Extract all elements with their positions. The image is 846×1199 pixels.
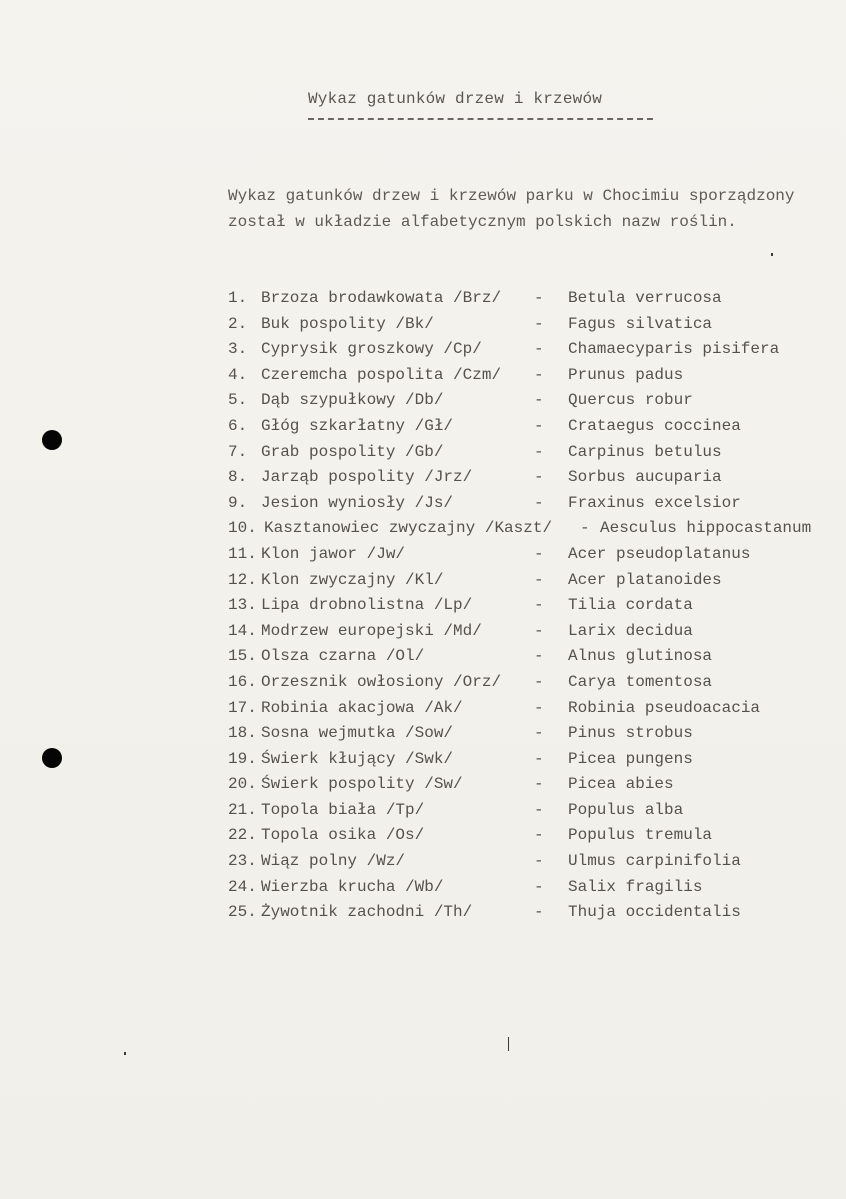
species-number: 6.	[228, 416, 248, 435]
species-latin-name: Acer platanoides	[568, 570, 722, 589]
species-polish-name: Wierzba krucha /Wb/	[261, 877, 444, 896]
species-latin-name: Acer pseudoplatanus	[568, 544, 751, 563]
species-number: 2.	[228, 314, 248, 333]
species-row	[228, 823, 828, 849]
separator-dash: -	[534, 877, 544, 896]
species-latin-name: Fraxinus excelsior	[568, 493, 741, 512]
species-latin-name: Carpinus betulus	[568, 442, 722, 461]
separator-dash: -	[534, 493, 544, 512]
species-latin-name: Populus tremula	[568, 826, 713, 845]
species-polish-name: Grab pospolity /Gb/	[261, 442, 444, 461]
separator-dash: -	[534, 826, 544, 845]
species-row	[228, 568, 828, 594]
species-latin-name: Salix fragilis	[568, 877, 703, 896]
species-number: 9.	[228, 493, 248, 512]
species-number: 10.	[228, 519, 257, 538]
species-row	[228, 286, 828, 312]
species-number: 16.	[228, 672, 257, 691]
species-latin-name: Aesculus hippocastanum	[600, 519, 812, 538]
species-latin-name: Fagus silvatica	[568, 314, 713, 333]
species-latin-name: Populus alba	[568, 800, 684, 819]
species-row	[228, 619, 828, 645]
species-polish-name: Świerk kłujący /Swk/	[261, 749, 454, 768]
species-latin-name: Tilia cordata	[568, 596, 693, 615]
separator-dash: -	[534, 289, 544, 307]
species-row	[228, 798, 828, 824]
intro-line: został w układzie alfabetycznym polskich nazw roślin.	[228, 213, 737, 231]
ink-mark	[124, 1052, 126, 1055]
separator-dash: -	[534, 672, 544, 691]
species-number: 3.	[228, 340, 248, 359]
species-row	[228, 440, 828, 466]
species-row	[228, 747, 828, 773]
species-polish-name: Klon jawor /Jw/	[261, 544, 406, 563]
species-polish-name: Wiąz polny /Wz/	[261, 852, 406, 871]
punch-hole-bottom	[42, 748, 62, 768]
species-latin-name: Prunus padus	[568, 365, 684, 384]
separator-dash: -	[534, 442, 544, 461]
species-row	[228, 312, 828, 338]
species-latin-name: Robinia pseudoacacia	[568, 698, 761, 717]
species-polish-name: Buk pospolity /Bk/	[261, 314, 434, 333]
species-polish-name: Klon zwyczajny /Kl/	[261, 570, 444, 589]
species-polish-name: Czeremcha pospolita /Czm/	[261, 365, 502, 384]
separator-dash: -	[534, 724, 544, 743]
species-row	[228, 644, 828, 670]
species-row	[228, 772, 828, 798]
separator-dash: -	[534, 647, 544, 666]
separator-dash: -	[534, 698, 544, 717]
separator-dash: -	[534, 903, 544, 922]
species-list	[228, 286, 828, 926]
separator-dash: -	[534, 800, 544, 819]
species-polish-name: Dąb szypułkowy /Db/	[261, 391, 444, 410]
separator-dash: -	[534, 596, 544, 615]
species-number: 20.	[228, 775, 257, 794]
separator-dash: -	[534, 570, 544, 589]
separator-dash: -	[534, 391, 544, 410]
separator-dash: -	[534, 314, 544, 333]
species-polish-name: Topola osika /Os/	[261, 826, 425, 845]
species-row	[228, 465, 828, 491]
separator-dash: -	[534, 775, 544, 794]
species-number: 15.	[228, 647, 257, 666]
species-latin-name: Ulmus carpinifolia	[568, 852, 741, 871]
species-row	[228, 337, 828, 363]
species-row	[228, 900, 828, 926]
species-row	[228, 849, 828, 875]
species-polish-name: Żywotnik zachodni /Th/	[261, 903, 473, 922]
species-row	[228, 875, 828, 901]
species-row	[228, 542, 828, 568]
species-number: 14.	[228, 621, 257, 640]
ink-mark	[508, 1037, 509, 1051]
separator-dash: -	[580, 519, 590, 538]
species-row	[228, 516, 828, 542]
species-latin-name: Chamaecyparis pisifera	[568, 340, 780, 359]
species-polish-name: Orzesznik owłosiony /Orz/	[261, 672, 502, 691]
species-number: 13.	[228, 596, 257, 615]
separator-dash: -	[534, 544, 544, 563]
separator-dash: -	[534, 340, 544, 359]
species-polish-name: Sosna wejmutka /Sow/	[261, 724, 454, 743]
species-row	[228, 593, 828, 619]
species-row	[228, 670, 828, 696]
species-row	[228, 721, 828, 747]
species-latin-name: Larix decidua	[568, 621, 693, 640]
separator-dash: -	[534, 852, 544, 871]
species-row	[228, 696, 828, 722]
species-number: 25.	[228, 903, 257, 922]
species-latin-name: Picea pungens	[568, 749, 693, 768]
species-polish-name: Świerk pospolity /Sw/	[261, 775, 463, 794]
species-latin-name: Alnus glutinosa	[568, 647, 713, 666]
title-underline	[308, 118, 653, 120]
species-number: 22.	[228, 826, 257, 845]
species-latin-name: Betula verrucosa	[568, 289, 722, 307]
species-latin-name: Carya tomentosa	[568, 672, 713, 691]
species-polish-name: Jarząb pospolity /Jrz/	[261, 468, 473, 487]
species-row	[228, 414, 828, 440]
species-polish-name: Głóg szkarłatny /Gł/	[261, 416, 454, 435]
species-number: 12.	[228, 570, 257, 589]
species-latin-name: Crataegus coccinea	[568, 416, 741, 435]
species-latin-name: Thuja occidentalis	[568, 903, 741, 922]
ink-mark	[771, 253, 773, 256]
separator-dash: -	[534, 416, 544, 435]
species-polish-name: Brzoza brodawkowata /Brz/	[261, 289, 502, 307]
species-polish-name: Cyprysik groszkowy /Cp/	[261, 340, 482, 359]
species-polish-name: Kasztanowiec zwyczajny /Kaszt/	[264, 519, 553, 538]
species-row	[228, 363, 828, 389]
separator-dash: -	[534, 749, 544, 768]
intro-paragraph	[228, 183, 828, 235]
species-latin-name: Quercus robur	[568, 391, 693, 410]
species-latin-name: Sorbus aucuparia	[568, 468, 722, 487]
species-polish-name: Lipa drobnolistna /Lp/	[261, 596, 473, 615]
separator-dash: -	[534, 621, 544, 640]
species-polish-name: Robinia akacjowa /Ak/	[261, 698, 463, 717]
species-number: 4.	[228, 365, 248, 384]
species-latin-name: Pinus strobus	[568, 724, 693, 743]
species-polish-name: Modrzew europejski /Md/	[261, 621, 482, 640]
species-number: 8.	[228, 468, 248, 487]
species-number: 24.	[228, 877, 257, 896]
intro-line: Wykaz gatunków drzew i krzewów parku w Chocimiu sporządzony	[228, 187, 795, 205]
species-polish-name: Jesion wyniosły /Js/	[261, 493, 454, 512]
species-row	[228, 491, 828, 517]
species-number: 18.	[228, 724, 257, 743]
species-number: 23.	[228, 852, 257, 871]
species-number: 17.	[228, 698, 257, 717]
species-number: 7.	[228, 442, 248, 461]
species-number: 5.	[228, 391, 248, 410]
species-polish-name: Topola biała /Tp/	[261, 800, 425, 819]
species-number: 19.	[228, 749, 257, 768]
punch-hole-top	[42, 430, 62, 450]
separator-dash: -	[534, 468, 544, 487]
species-number: 1.	[228, 289, 248, 307]
separator-dash: -	[534, 365, 544, 384]
species-number: 21.	[228, 800, 257, 819]
species-polish-name: Olsza czarna /Ol/	[261, 647, 425, 666]
species-number: 11.	[228, 544, 257, 563]
document-title: Wykaz gatunków drzew i krzewów	[308, 90, 603, 108]
species-row	[228, 388, 828, 414]
species-latin-name: Picea abies	[568, 775, 674, 794]
